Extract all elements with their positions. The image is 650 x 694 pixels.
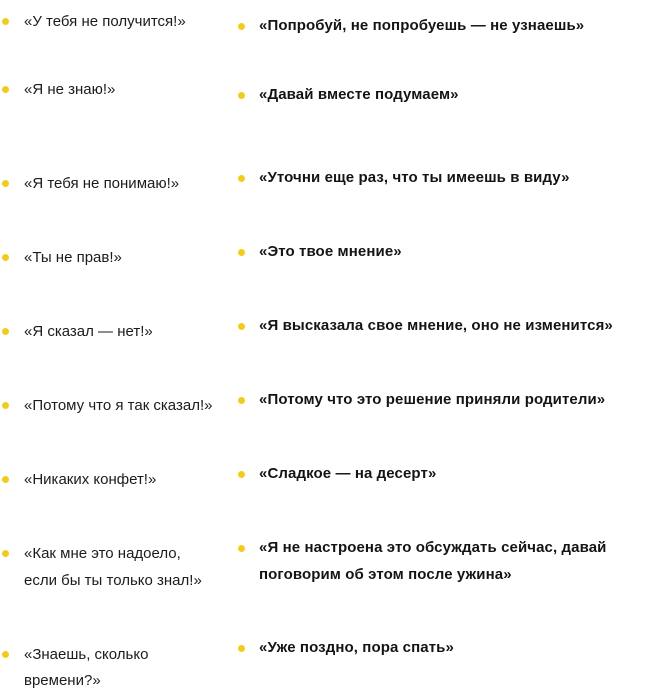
bullet-icon (2, 18, 9, 25)
dont-say-text-line-1: «Как мне это надоело, (24, 545, 181, 562)
bullet-icon (238, 92, 245, 99)
bullet-icon (2, 550, 9, 557)
say-instead-text: «Попробуй, не попробуешь — не узнаешь» (259, 17, 585, 34)
dont-say-text-line-2: если бы ты только знал!» (24, 572, 202, 589)
bullet-icon (2, 402, 9, 409)
dont-say-text: «Я не знаю!» (24, 81, 116, 98)
bullet-icon (238, 249, 245, 256)
bullet-icon (2, 180, 9, 187)
bullet-icon (238, 471, 245, 478)
bullet-icon (2, 254, 9, 261)
dont-say-text-line-1: «Знаешь, сколько (24, 646, 149, 663)
bullet-icon (238, 545, 245, 552)
dont-say-text: «Я сказал — нет!» (24, 323, 153, 340)
dont-say-text: «У тебя не получится!» (24, 13, 186, 30)
bullet-icon (2, 328, 9, 335)
bullet-icon (238, 645, 245, 652)
bullet-icon (238, 175, 245, 182)
dont-say-text: «Я тебя не понимаю!» (24, 175, 180, 192)
say-instead-text: «Уточни еще раз, что ты имеешь в виду» (259, 169, 570, 186)
bullet-icon (2, 476, 9, 483)
say-instead-text: «Сладкое — на десерт» (259, 465, 437, 482)
say-instead-text: «Давай вместе подумаем» (259, 86, 459, 103)
dont-say-text: «Потому что я так сказал!» (24, 397, 213, 414)
bullet-icon (2, 86, 9, 93)
bullet-icon (2, 651, 9, 658)
say-instead-text: «Уже поздно, пора спать» (259, 639, 454, 656)
bullet-icon (238, 323, 245, 330)
say-instead-text: «Это твое мнение» (259, 243, 402, 260)
dont-say-text: «Никаких конфет!» (24, 471, 157, 488)
say-instead-text: «Потому что это решение приняли родители» (259, 391, 606, 408)
say-instead-text: «Я высказала свое мнение, оно не изменится» (259, 317, 613, 334)
dont-say-text-line-2: времени?» (24, 672, 101, 689)
say-instead-text-line-2: поговорим об этом после ужина» (259, 566, 512, 583)
bullet-icon (238, 397, 245, 404)
bullet-icon (238, 23, 245, 30)
dont-say-text: «Ты не прав!» (24, 249, 122, 266)
say-instead-text-line-1: «Я не настроена это обсуждать сейчас, давай (259, 539, 607, 556)
